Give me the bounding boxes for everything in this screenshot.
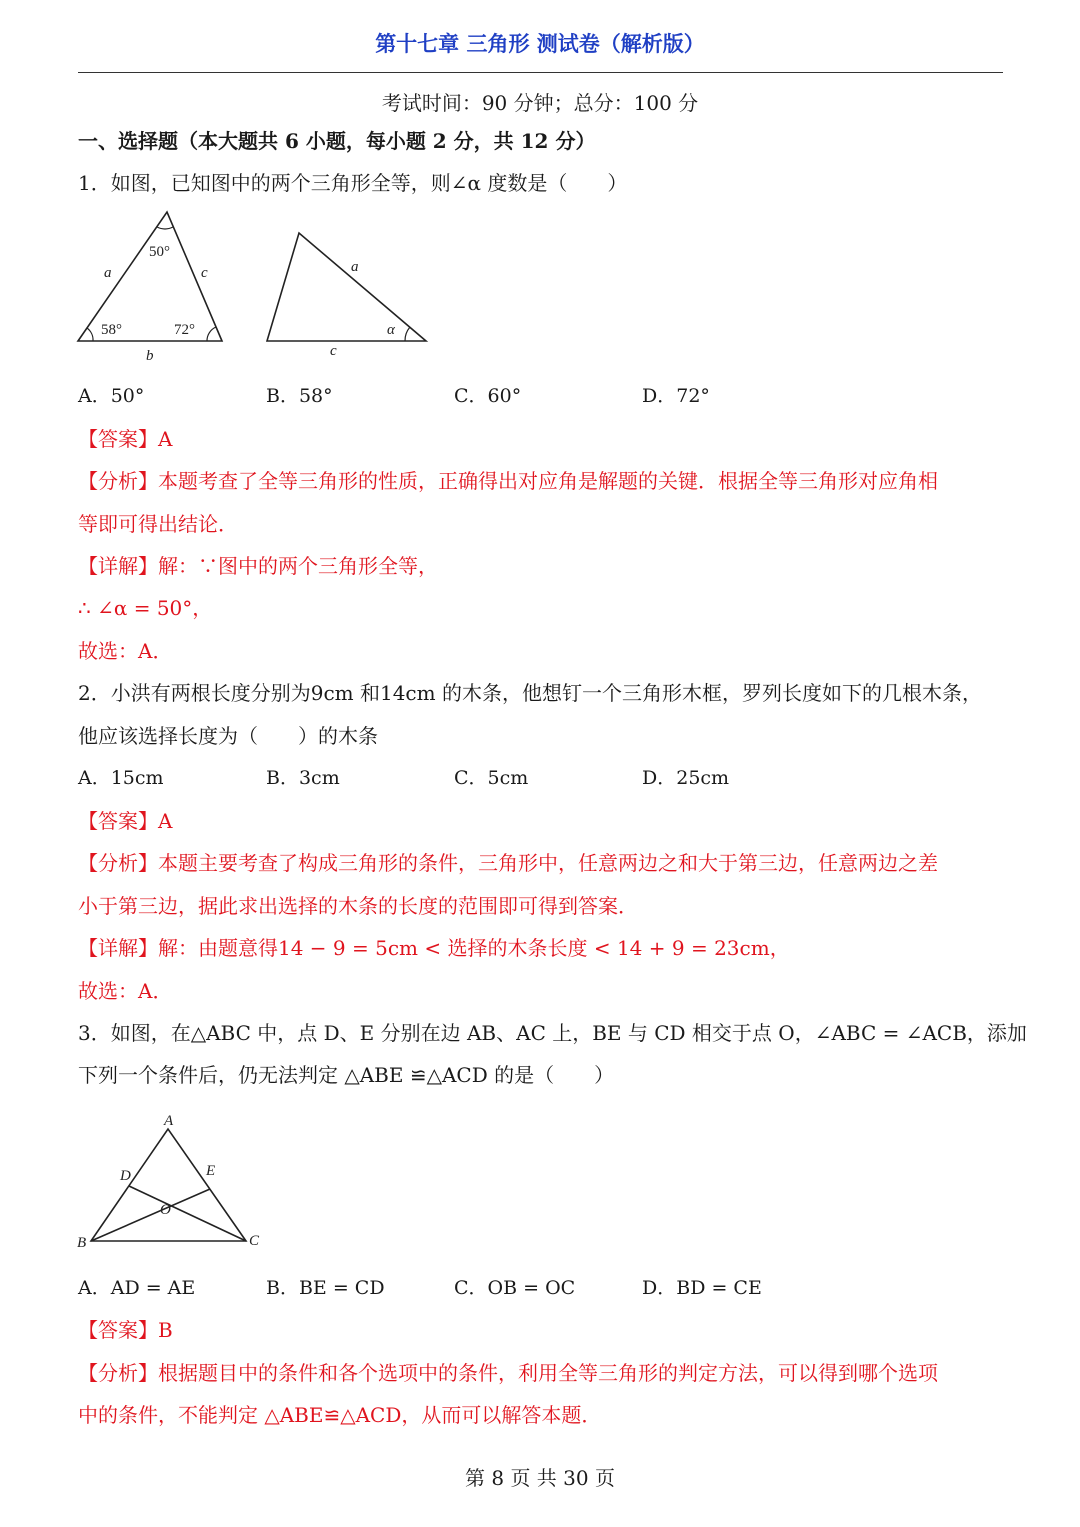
q1-option-b: B．58° <box>266 385 333 407</box>
q3-option-d: D．BD = CE <box>642 1277 762 1299</box>
q3-segment-cd <box>129 1186 246 1241</box>
q1-detail-line-2: ∴ ∠α = 50°， <box>78 596 213 620</box>
q2-option-b: B．3cm <box>266 767 340 789</box>
q3-option-b: B．BE = CD <box>266 1277 385 1299</box>
q3-label-b: B <box>77 1235 87 1251</box>
q1-label-c: c <box>201 265 208 281</box>
q1-label-a: a <box>104 265 112 281</box>
q1-t2-label-a: a <box>351 259 359 275</box>
exam-info: 考试时间：90 分钟；总分：100 分 <box>381 91 699 115</box>
q3-label-e: E <box>206 1163 216 1179</box>
q1-detail-line-1: 【详解】解：∵图中的两个三角形全等， <box>78 554 438 578</box>
q2-choice: 故选：A． <box>78 979 173 1003</box>
q1-angle-arc-alpha <box>405 327 410 341</box>
page-number: 第 8 页 共 30 页 <box>465 1466 615 1490</box>
q1-choice: 故选：A． <box>78 639 173 663</box>
q3-stem-line-2: 下列一个条件后，仍无法判定 △ABE ≌△ACD 的是（ ） <box>78 1063 615 1087</box>
q3-label-d: D <box>120 1168 131 1184</box>
document-title: 第十七章 三角形 测试卷（解析版） <box>375 32 705 56</box>
q1-label-50: 50° <box>149 244 170 260</box>
q1-t2-label-c: c <box>330 343 337 359</box>
q3-figure <box>70 1105 280 1255</box>
q3-option-c: C．OB = OC <box>454 1277 576 1299</box>
q3-label-o: O <box>160 1202 171 1218</box>
q1-angle-arc-right <box>207 327 216 341</box>
q3-answer: 【答案】B <box>78 1318 173 1342</box>
q1-label-58: 58° <box>101 322 122 338</box>
q2-option-c: C．5cm <box>454 767 529 789</box>
q2-answer: 【答案】A <box>78 809 173 833</box>
q2-analysis-line-1: 【分析】本题主要考查了构成三角形的条件，三角形中，任意两边之和大于第三边，任意两边之差 <box>78 851 938 875</box>
q1-label-72: 72° <box>174 322 195 338</box>
q2-stem-line-2: 他应该选择长度为（ ）的木条 <box>78 724 378 748</box>
q1-label-b: b <box>146 348 154 364</box>
q3-analysis-line-1: 【分析】根据题目中的条件和各个选项中的条件，利用全等三角形的判定方法，可以得到哪个选项 <box>78 1361 938 1385</box>
q1-analysis-line-2: 等即可得出结论． <box>78 512 238 536</box>
q2-analysis-line-2: 小于第三边，据此求出选择的木条的长度的范围即可得到答案． <box>78 894 638 918</box>
q3-label-a: A <box>164 1113 174 1129</box>
q1-t2-label-alpha: α <box>387 322 395 338</box>
q1-option-d: D．72° <box>642 385 710 407</box>
q2-detail-line-1: 【详解】解：由题意得14 − 9 = 5cm < 选择的木条长度 < 14 + 9 = 23cm， <box>78 936 790 960</box>
q3-stem-line-1: 3．如图，在△ABC 中，点 D、E 分别在边 AB、AC 上，BE 与 CD 相交于点 O，∠ABC = ∠ACB，添加 <box>78 1021 1027 1045</box>
q2-option-d: D．25cm <box>642 767 730 789</box>
q2-option-a: A．15cm <box>78 767 164 789</box>
q3-triangle-abc <box>91 1129 246 1241</box>
q3-analysis-line-2: 中的条件，不能判定 △ABE≌△ACD，从而可以解答本题． <box>78 1403 602 1427</box>
q1-angle-arc-left <box>87 328 93 341</box>
section-title: 一、选择题（本大题共 6 小题，每小题 2 分，共 12 分） <box>78 129 596 153</box>
q3-label-c: C <box>249 1233 260 1249</box>
q1-triangle-2 <box>267 233 426 341</box>
q1-analysis-line-1: 【分析】本题考查了全等三角形的性质，正确得出对应角是解题的关键．根据全等三角形对应角相 <box>78 469 938 493</box>
q1-angle-arc-top <box>157 227 173 229</box>
q1-figure <box>70 205 440 365</box>
q1-option-a: A．50° <box>78 385 145 407</box>
q1-stem: 1．如图，已知图中的两个三角形全等，则∠α 度数是（ ） <box>78 171 628 195</box>
q3-option-a: A．AD = AE <box>78 1277 196 1299</box>
header-divider <box>78 72 1003 73</box>
q2-stem-line-1: 2．小洪有两根长度分别为9cm 和14cm 的木条，他想钉一个三角形木框，罗列长度如下的几根木条， <box>78 681 982 705</box>
q1-option-c: C．60° <box>454 385 522 407</box>
q1-answer: 【答案】A <box>78 427 173 451</box>
